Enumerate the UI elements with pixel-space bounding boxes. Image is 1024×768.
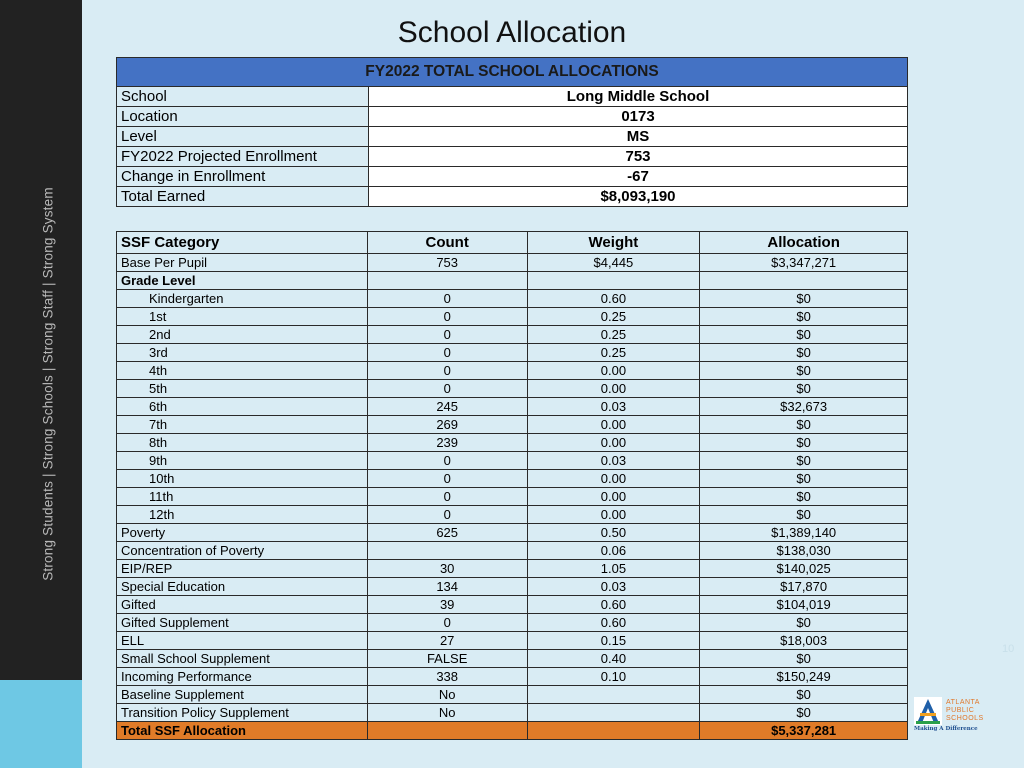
table-row (117, 578, 908, 596)
ssf-cell-count: 30 (367, 560, 527, 578)
ssf-header-row (117, 232, 908, 254)
ssf-cell-weight: 0.10 (527, 668, 700, 686)
ssf-body (117, 254, 908, 740)
ssf-cell-category: Gifted Supplement (117, 614, 368, 632)
ssf-cell-weight (527, 704, 700, 722)
summary-row (117, 107, 908, 127)
table-row (117, 254, 908, 272)
ssf-cell-category: 2nd (117, 326, 368, 344)
ssf-cell-count (367, 542, 527, 560)
ssf-cell-weight: 0.60 (527, 290, 700, 308)
ssf-cell-category: Total SSF Allocation (117, 722, 368, 740)
ssf-cell-weight: 0.25 (527, 326, 700, 344)
table-row (117, 668, 908, 686)
ssf-table (116, 231, 908, 740)
ssf-cell-weight: 0.50 (527, 524, 700, 542)
summary-value: Long Middle School (369, 87, 908, 107)
page-number: 10 (1002, 643, 1015, 655)
ssf-cell-allocation: $140,025 (700, 560, 908, 578)
summary-label: FY2022 Projected Enrollment (117, 147, 369, 167)
ssf-cell-count: 0 (367, 470, 527, 488)
ssf-cell-count: 39 (367, 596, 527, 614)
ssf-cell-weight: 0.00 (527, 470, 700, 488)
ssf-cell-category: Baseline Supplement (117, 686, 368, 704)
ssf-cell-count: 625 (367, 524, 527, 542)
ssf-cell-weight: 0.60 (527, 614, 700, 632)
ssf-cell-allocation: $104,019 (700, 596, 908, 614)
summary-table (116, 57, 908, 207)
ssf-cell-weight (527, 722, 700, 740)
ssf-cell-weight: $4,445 (527, 254, 700, 272)
ssf-cell-count: 245 (367, 398, 527, 416)
ssf-cell-weight: 0.03 (527, 578, 700, 596)
table-row (117, 704, 908, 722)
ssf-cell-allocation: $0 (700, 650, 908, 668)
ssf-cell-category: Gifted (117, 596, 368, 614)
table-row (117, 524, 908, 542)
ssf-cell-category: Special Education (117, 578, 368, 596)
ssf-cell-allocation: $0 (700, 488, 908, 506)
ssf-cell-weight: 0.00 (527, 488, 700, 506)
summary-value: 0173 (369, 107, 908, 127)
ssf-cell-allocation: $0 (700, 452, 908, 470)
table-row (117, 434, 908, 452)
ssf-cell-allocation: $0 (700, 704, 908, 722)
ssf-cell-weight: 0.00 (527, 506, 700, 524)
ssf-cell-category: EIP/REP (117, 560, 368, 578)
ssf-cell-allocation (700, 272, 908, 290)
ssf-cell-allocation: $150,249 (700, 668, 908, 686)
ssf-cell-allocation: $0 (700, 434, 908, 452)
ssf-cell-count: 338 (367, 668, 527, 686)
ssf-cell-allocation: $0 (700, 308, 908, 326)
table-row (117, 380, 908, 398)
ssf-cell-allocation: $5,337,281 (700, 722, 908, 740)
summary-label: Level (117, 127, 369, 147)
summary-row (117, 127, 908, 147)
summary-row (117, 167, 908, 187)
ssf-header-count: Count (367, 232, 527, 254)
ssf-cell-weight (527, 686, 700, 704)
ssf-cell-allocation: $0 (700, 506, 908, 524)
summary-label: Location (117, 107, 369, 127)
sidebar-tagline: Strong Students | Strong Schools | Strong Staff | Strong System (40, 187, 56, 581)
ssf-cell-allocation: $0 (700, 362, 908, 380)
ssf-cell-weight: 0.03 (527, 398, 700, 416)
ssf-cell-weight: 0.00 (527, 416, 700, 434)
summary-label: Change in Enrollment (117, 167, 369, 187)
table-row (117, 488, 908, 506)
ssf-cell-count: No (367, 686, 527, 704)
table-row (117, 560, 908, 578)
ssf-cell-allocation: $3,347,271 (700, 254, 908, 272)
table-row (117, 542, 908, 560)
ssf-cell-weight: 0.06 (527, 542, 700, 560)
ssf-cell-weight: 0.60 (527, 596, 700, 614)
aps-logo-line: SCHOOLS (946, 715, 984, 722)
ssf-cell-count: 0 (367, 290, 527, 308)
sidebar (0, 0, 82, 768)
ssf-cell-count: 753 (367, 254, 527, 272)
table-row (117, 614, 908, 632)
ssf-cell-weight: 0.25 (527, 308, 700, 326)
summary-row (117, 147, 908, 167)
ssf-cell-weight: 0.15 (527, 632, 700, 650)
ssf-cell-count: 0 (367, 326, 527, 344)
ssf-cell-allocation: $0 (700, 614, 908, 632)
ssf-cell-allocation: $32,673 (700, 398, 908, 416)
summary-row (117, 87, 908, 107)
table-row (117, 506, 908, 524)
ssf-cell-category: 6th (117, 398, 368, 416)
ssf-cell-category: 9th (117, 452, 368, 470)
ssf-cell-count: 0 (367, 452, 527, 470)
ssf-header-allocation: Allocation (700, 232, 908, 254)
ssf-cell-category: 5th (117, 380, 368, 398)
ssf-cell-count: 0 (367, 614, 527, 632)
ssf-cell-weight: 0.40 (527, 650, 700, 668)
ssf-cell-category: Transition Policy Supplement (117, 704, 368, 722)
table-row (117, 290, 908, 308)
summary-value: MS (369, 127, 908, 147)
ssf-cell-category: 8th (117, 434, 368, 452)
page-title: School Allocation (397, 16, 627, 49)
ssf-header-weight: Weight (527, 232, 700, 254)
ssf-cell-weight: 0.00 (527, 362, 700, 380)
ssf-cell-allocation: $17,870 (700, 578, 908, 596)
table-row (117, 326, 908, 344)
ssf-cell-allocation: $0 (700, 290, 908, 308)
ssf-cell-allocation: $0 (700, 344, 908, 362)
ssf-cell-category: Kindergarten (117, 290, 368, 308)
ssf-cell-category: Small School Supplement (117, 650, 368, 668)
ssf-cell-count: 27 (367, 632, 527, 650)
summary-value: -67 (369, 167, 908, 187)
ssf-cell-count: 0 (367, 308, 527, 326)
ssf-cell-count: 0 (367, 380, 527, 398)
aps-logo-line: ATLANTA (946, 699, 980, 706)
ssf-cell-allocation: $0 (700, 326, 908, 344)
table-row (117, 650, 908, 668)
ssf-cell-category: 1st (117, 308, 368, 326)
summary-value: 753 (369, 147, 908, 167)
ssf-cell-category: 12th (117, 506, 368, 524)
ssf-cell-weight: 0.25 (527, 344, 700, 362)
ssf-cell-count: 134 (367, 578, 527, 596)
summary-value: $8,093,190 (369, 187, 908, 207)
table-row (117, 362, 908, 380)
ssf-cell-allocation: $0 (700, 686, 908, 704)
ssf-total-row (117, 722, 908, 740)
ssf-cell-category: 11th (117, 488, 368, 506)
ssf-cell-count (367, 722, 527, 740)
ssf-cell-weight: 1.05 (527, 560, 700, 578)
ssf-cell-weight: 0.00 (527, 434, 700, 452)
ssf-cell-allocation: $0 (700, 416, 908, 434)
table-row (117, 470, 908, 488)
ssf-cell-count: 269 (367, 416, 527, 434)
summary-header: FY2022 TOTAL SCHOOL ALLOCATIONS (117, 58, 908, 87)
table-row (117, 344, 908, 362)
table-row (117, 398, 908, 416)
ssf-cell-count: 0 (367, 488, 527, 506)
aps-logo (914, 697, 986, 733)
table-row (117, 632, 908, 650)
table-row (117, 452, 908, 470)
ssf-cell-category: 3rd (117, 344, 368, 362)
ssf-cell-category: Base Per Pupil (117, 254, 368, 272)
table-row (117, 272, 908, 290)
ssf-cell-count: 0 (367, 362, 527, 380)
ssf-cell-count: 239 (367, 434, 527, 452)
ssf-cell-count (367, 272, 527, 290)
summary-header-row (117, 58, 908, 87)
ssf-header-category: SSF Category (117, 232, 368, 254)
ssf-cell-allocation: $18,003 (700, 632, 908, 650)
ssf-cell-allocation: $1,389,140 (700, 524, 908, 542)
ssf-cell-weight: 0.00 (527, 380, 700, 398)
ssf-cell-category: Concentration of Poverty (117, 542, 368, 560)
ssf-cell-category: Grade Level (117, 272, 368, 290)
ssf-cell-allocation: $0 (700, 470, 908, 488)
sidebar-accent-block (0, 680, 82, 768)
summary-row (117, 187, 908, 207)
aps-logo-motto: Making A Difference (914, 726, 978, 732)
summary-label: Total Earned (117, 187, 369, 207)
table-row (117, 596, 908, 614)
ssf-cell-allocation: $138,030 (700, 542, 908, 560)
summary-label: School (117, 87, 369, 107)
table-row (117, 416, 908, 434)
aps-logo-line: PUBLIC (946, 707, 975, 714)
ssf-cell-count: 0 (367, 344, 527, 362)
ssf-cell-category: ELL (117, 632, 368, 650)
ssf-cell-category: Poverty (117, 524, 368, 542)
table-row (117, 686, 908, 704)
ssf-cell-category: Incoming Performance (117, 668, 368, 686)
ssf-cell-count: 0 (367, 506, 527, 524)
table-row (117, 308, 908, 326)
ssf-cell-count: FALSE (367, 650, 527, 668)
ssf-cell-count: No (367, 704, 527, 722)
ssf-cell-weight: 0.03 (527, 452, 700, 470)
ssf-cell-allocation: $0 (700, 380, 908, 398)
aps-logo-mark-icon (914, 697, 942, 725)
ssf-cell-category: 7th (117, 416, 368, 434)
ssf-cell-category: 10th (117, 470, 368, 488)
ssf-cell-weight (527, 272, 700, 290)
ssf-cell-category: 4th (117, 362, 368, 380)
aps-logo-text (946, 699, 984, 723)
